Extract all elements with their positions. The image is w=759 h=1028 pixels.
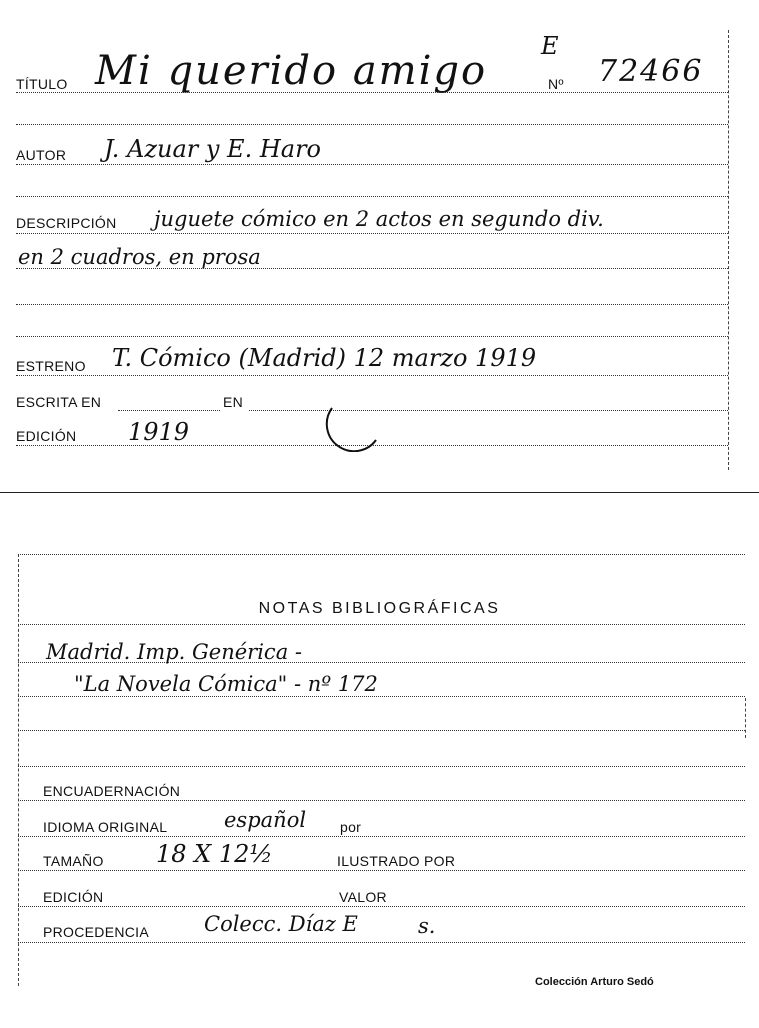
card-right-edge-bottom	[745, 698, 746, 738]
estreno-line	[16, 375, 728, 376]
punch-hole-mark	[318, 392, 388, 452]
notas-line-3	[18, 730, 745, 731]
tamano-line	[18, 870, 745, 871]
card-right-edge	[728, 30, 729, 470]
titulo-line	[16, 92, 728, 93]
escrita-label: ESCRITA EN	[16, 394, 102, 410]
estreno-value: T. Cómico (Madrid) 12 marzo 1919	[112, 344, 537, 372]
rule-line-4	[16, 336, 728, 337]
card-left-edge	[18, 554, 19, 986]
notas-line-1	[18, 662, 745, 663]
por-label: por	[340, 819, 362, 835]
procedencia-line	[18, 942, 745, 943]
autor-value: J. Azuar y E. Haro	[104, 135, 321, 163]
descripcion-line-1	[16, 233, 728, 234]
descripcion-label: DESCRIPCIÓN	[16, 215, 117, 231]
number-label: Nº	[548, 76, 564, 92]
titulo-value: Mi querido amigo	[95, 48, 488, 94]
notas-line1: Madrid. Imp. Genérica -	[46, 640, 302, 664]
descripcion-line2: en 2 cuadros, en prosa	[18, 245, 261, 269]
autor-line	[16, 164, 728, 165]
ilustrado-label: ILUSTRADO POR	[337, 853, 456, 869]
rule-line-3	[16, 304, 728, 305]
tamano-label: TAMAÑO	[43, 853, 104, 869]
number-prefix: E	[541, 32, 559, 60]
edicion-label: EDICIÓN	[16, 428, 77, 444]
procedencia-extra: s.	[418, 914, 436, 938]
autor-label: AUTOR	[16, 147, 67, 163]
escrita-line	[118, 410, 220, 411]
estreno-label: ESTRENO	[16, 358, 86, 374]
encuadernacion-label: ENCUADERNACIÓN	[43, 783, 181, 799]
collection-footer: Colección Arturo Sedó	[535, 976, 654, 988]
rule-line-2	[16, 196, 728, 197]
procedencia-label: PROCEDENCIA	[43, 924, 149, 940]
catalog-card-top	[0, 0, 759, 493]
card-top-border	[18, 554, 745, 555]
tamano-value: 18 X 12½	[156, 840, 273, 868]
descripcion-line1: juguete cómico en 2 actos en segundo div.	[154, 207, 604, 231]
number-value: 72466	[598, 54, 704, 89]
edicion-label-bottom: EDICIÓN	[43, 889, 104, 905]
notas-title: NOTAS BIBLIOGRÁFICAS	[258, 600, 501, 617]
notas-line-2	[18, 696, 745, 697]
idioma-line	[18, 836, 745, 837]
catalog-card-bottom	[0, 548, 759, 1028]
notas-line-4	[18, 766, 745, 767]
titulo-label: TÍTULO	[16, 76, 68, 92]
edicion-value: 1919	[128, 418, 190, 446]
descripcion-line-2	[16, 268, 728, 269]
notas-title-line	[18, 624, 745, 625]
procedencia-value: Colecc. Díaz E	[204, 912, 358, 936]
edicion-line-bottom	[18, 906, 745, 907]
escrita-en-label: EN	[223, 394, 244, 410]
idioma-value: español	[224, 808, 307, 832]
valor-label: VALOR	[339, 889, 387, 905]
idioma-label: IDIOMA ORIGINAL	[43, 819, 168, 835]
rule-line-1	[16, 124, 728, 125]
notas-line2: "La Novela Cómica" - nº 172	[74, 672, 378, 696]
encuadernacion-line	[18, 800, 745, 801]
